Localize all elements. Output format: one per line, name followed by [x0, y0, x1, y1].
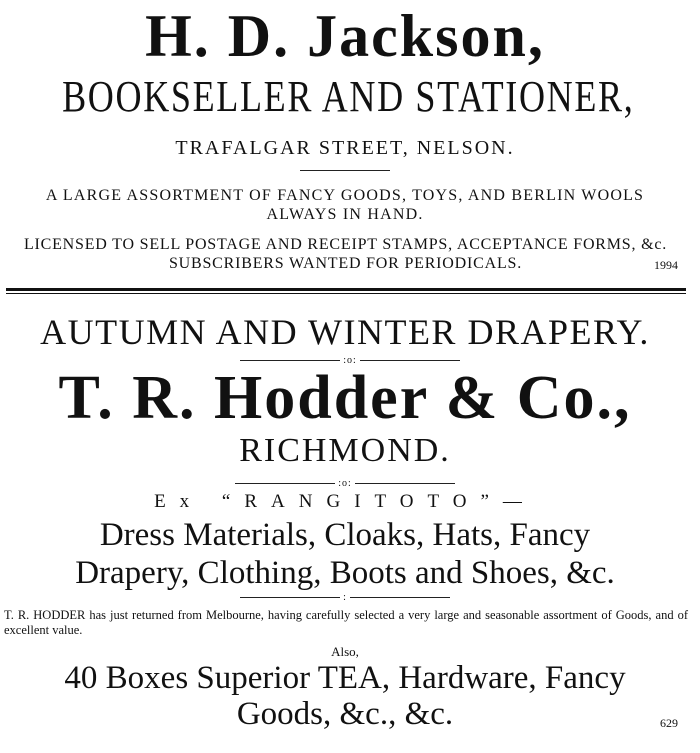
jackson-trade: BOOKSELLER AND STATIONER,	[62, 72, 635, 121]
ornament-rule-2	[205, 478, 485, 489]
column-divider	[6, 288, 686, 294]
hodder-ad-number: 629	[660, 716, 678, 730]
hodder-notice: T. R. HODDER has just returned from Melbourne, having carefully selected a very large and seasonable assortment of Goods, and of excellent value.	[4, 608, 688, 637]
boxes-line-2: Goods, &c., &c.	[236, 696, 454, 732]
hodder-firm-name: T. R. Hodder & Co.,	[58, 364, 632, 432]
hodder-place: RICHMOND.	[239, 432, 451, 469]
jackson-notice-licensed: LICENSED TO SELL POSTAGE AND RECEIPT STAMPS, ACCEPTANCE FORMS, &c. SUBSCRIBERS WANTED FOR PERIODICALS.	[23, 236, 668, 272]
goods-line-2: Drapery, Clothing, Boots and Shoes, &c.	[75, 555, 615, 591]
jackson-ad-number: 1994	[654, 258, 678, 272]
ornament-mark: :o:	[343, 355, 357, 366]
tea-boxes	[2, 660, 688, 732]
goods-line-1: Dress Materials, Cloaks, Hats, Fancy	[99, 517, 591, 553]
drapery-headline: AUTUMN AND WINTER DRAPERY.	[40, 312, 650, 352]
jackson-address: TRAFALGAR STREET, NELSON.	[175, 137, 515, 159]
goods-list	[2, 516, 688, 592]
ornament-mark: :o:	[338, 478, 352, 489]
ship-line: Ex “RANGITOTO”—	[154, 491, 536, 512]
jackson-notice-fancy-goods: A LARGE ASSORTMENT OF FANCY GOODS, TOYS, AND BERLIN WOOLS ALWAYS IN HAND.	[45, 187, 645, 223]
boxes-line-1: 40 Boxes Superior TEA, Hardware, Fancy	[64, 660, 626, 696]
ornament-rule-3	[220, 592, 470, 603]
short-rule	[300, 170, 390, 171]
ornament-mark: :	[343, 592, 347, 603]
jackson-name: H. D. Jackson,	[145, 3, 545, 69]
also-line: Also,	[331, 644, 359, 659]
